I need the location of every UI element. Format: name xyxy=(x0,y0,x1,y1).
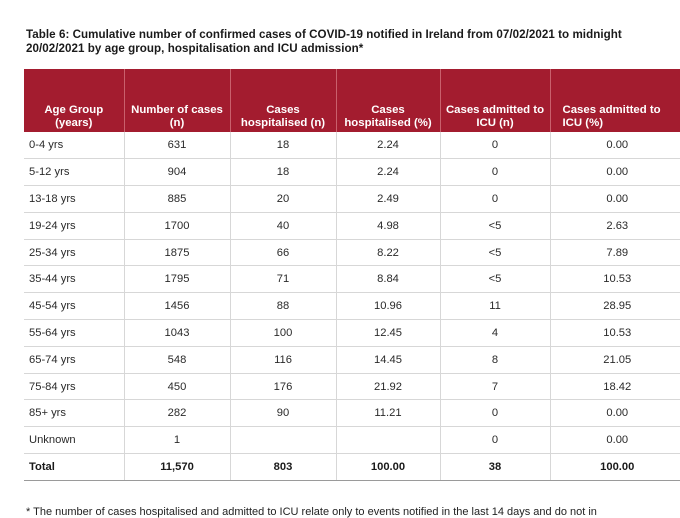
cell-number-of-cases: 1875 xyxy=(124,239,230,266)
table-row xyxy=(24,266,680,293)
cell-icu-n: <5 xyxy=(440,212,550,239)
table-row xyxy=(24,159,680,186)
cell-icu-pct: 10.53 xyxy=(550,320,680,347)
cell-hospitalised-n: 18 xyxy=(230,132,336,159)
cell-icu-pct: 7.89 xyxy=(550,239,680,266)
cell-hospitalised-pct: 12.45 xyxy=(336,320,440,347)
cell-number-of-cases: 450 xyxy=(124,373,230,400)
cell-number-of-cases: 548 xyxy=(124,346,230,373)
cell-age-group: 75-84 yrs xyxy=(24,373,124,400)
total-cell-age-group: Total xyxy=(24,454,124,481)
cell-icu-n: <5 xyxy=(440,266,550,293)
table-row xyxy=(24,346,680,373)
cell-hospitalised-n: 66 xyxy=(230,239,336,266)
header-cases-icu-pct: Cases admitted to ICU (%) xyxy=(550,69,680,132)
cell-icu-n: 8 xyxy=(440,346,550,373)
total-cell-icu-pct: 100.00 xyxy=(550,454,680,481)
cell-icu-pct: 0.00 xyxy=(550,400,680,427)
header-age-group: Age Group (years) xyxy=(24,69,124,132)
cell-age-group: 13-18 yrs xyxy=(24,186,124,213)
table-body xyxy=(24,132,680,480)
total-row xyxy=(24,454,680,481)
cell-age-group: 55-64 yrs xyxy=(24,320,124,347)
total-cell-number-of-cases: 11,570 xyxy=(124,454,230,481)
cell-hospitalised-pct: 10.96 xyxy=(336,293,440,320)
table-row xyxy=(24,239,680,266)
cell-age-group: 45-54 yrs xyxy=(24,293,124,320)
table-row xyxy=(24,293,680,320)
table-caption: Table 6: Cumulative number of confirmed cases of COVID-19 notified in Ireland from 07/02/2021 to midnight 20/02/2021 by age group, hospitalisation and ICU admission* xyxy=(26,28,622,55)
cell-icu-pct: 28.95 xyxy=(550,293,680,320)
cell-hospitalised-n: 116 xyxy=(230,346,336,373)
cell-age-group: 65-74 yrs xyxy=(24,346,124,373)
cell-number-of-cases: 1795 xyxy=(124,266,230,293)
header-cases-hospitalised-pct: Cases hospitalised (%) xyxy=(336,69,440,132)
cell-number-of-cases: 885 xyxy=(124,186,230,213)
cell-number-of-cases: 1456 xyxy=(124,293,230,320)
cell-hospitalised-n: 18 xyxy=(230,159,336,186)
cell-hospitalised-n: 20 xyxy=(230,186,336,213)
total-cell-hospitalised-pct: 100.00 xyxy=(336,454,440,481)
cell-hospitalised-pct: 14.45 xyxy=(336,346,440,373)
header-cases-hospitalised-n: Cases hospitalised (n) xyxy=(230,69,336,132)
table-row xyxy=(24,400,680,427)
cell-hospitalised-n: 100 xyxy=(230,320,336,347)
cell-icu-pct: 21.05 xyxy=(550,346,680,373)
cell-hospitalised-n: 71 xyxy=(230,266,336,293)
cell-icu-n: 11 xyxy=(440,293,550,320)
cell-icu-n: 0 xyxy=(440,400,550,427)
covid-cases-table xyxy=(24,69,680,481)
cell-icu-pct: 0.00 xyxy=(550,186,680,213)
cell-icu-pct: 0.00 xyxy=(550,159,680,186)
cell-number-of-cases: 1 xyxy=(124,427,230,454)
cell-age-group: 0-4 yrs xyxy=(24,132,124,159)
cell-number-of-cases: 904 xyxy=(124,159,230,186)
cell-number-of-cases: 631 xyxy=(124,132,230,159)
cell-age-group: 19-24 yrs xyxy=(24,212,124,239)
table-row xyxy=(24,186,680,213)
cell-hospitalised-n: 88 xyxy=(230,293,336,320)
total-cell-hospitalised-n: 803 xyxy=(230,454,336,481)
cell-icu-n: 0 xyxy=(440,427,550,454)
cell-icu-pct: 2.63 xyxy=(550,212,680,239)
cell-hospitalised-pct: 2.24 xyxy=(336,132,440,159)
cell-hospitalised-n: 176 xyxy=(230,373,336,400)
cell-icu-n: 4 xyxy=(440,320,550,347)
cell-icu-pct: 0.00 xyxy=(550,427,680,454)
cell-icu-pct: 18.42 xyxy=(550,373,680,400)
cell-age-group: 35-44 yrs xyxy=(24,266,124,293)
table-container xyxy=(24,69,680,481)
header-cases-icu-n: Cases admitted to ICU (n) xyxy=(440,69,550,132)
cell-hospitalised-pct xyxy=(336,427,440,454)
cell-icu-n: 0 xyxy=(440,132,550,159)
cell-number-of-cases: 282 xyxy=(124,400,230,427)
table-row xyxy=(24,132,680,159)
cell-age-group: 5-12 yrs xyxy=(24,159,124,186)
table-row xyxy=(24,427,680,454)
cell-hospitalised-pct: 2.49 xyxy=(336,186,440,213)
footnote: * The number of cases hospitalised and admitted to ICU relate only to events notified in the last 14 days and do not in xyxy=(26,506,597,518)
cell-icu-pct: 0.00 xyxy=(550,132,680,159)
cell-icu-n: 0 xyxy=(440,159,550,186)
header-number-of-cases: Number of cases (n) xyxy=(124,69,230,132)
cell-hospitalised-pct: 4.98 xyxy=(336,212,440,239)
total-cell-icu-n: 38 xyxy=(440,454,550,481)
cell-number-of-cases: 1043 xyxy=(124,320,230,347)
table-row xyxy=(24,212,680,239)
cell-icu-n: 7 xyxy=(440,373,550,400)
cell-age-group: 85+ yrs xyxy=(24,400,124,427)
cell-age-group: 25-34 yrs xyxy=(24,239,124,266)
cell-hospitalised-n: 90 xyxy=(230,400,336,427)
cell-icu-n: 0 xyxy=(440,186,550,213)
cell-hospitalised-pct: 21.92 xyxy=(336,373,440,400)
header-row xyxy=(24,69,680,132)
table-row xyxy=(24,320,680,347)
cell-icu-pct: 10.53 xyxy=(550,266,680,293)
table-row xyxy=(24,373,680,400)
cell-hospitalised-pct: 11.21 xyxy=(336,400,440,427)
cell-hospitalised-pct: 8.84 xyxy=(336,266,440,293)
cell-hospitalised-pct: 2.24 xyxy=(336,159,440,186)
cell-hospitalised-n: 40 xyxy=(230,212,336,239)
cell-age-group: Unknown xyxy=(24,427,124,454)
cell-hospitalised-n xyxy=(230,427,336,454)
cell-hospitalised-pct: 8.22 xyxy=(336,239,440,266)
cell-icu-n: <5 xyxy=(440,239,550,266)
cell-number-of-cases: 1700 xyxy=(124,212,230,239)
